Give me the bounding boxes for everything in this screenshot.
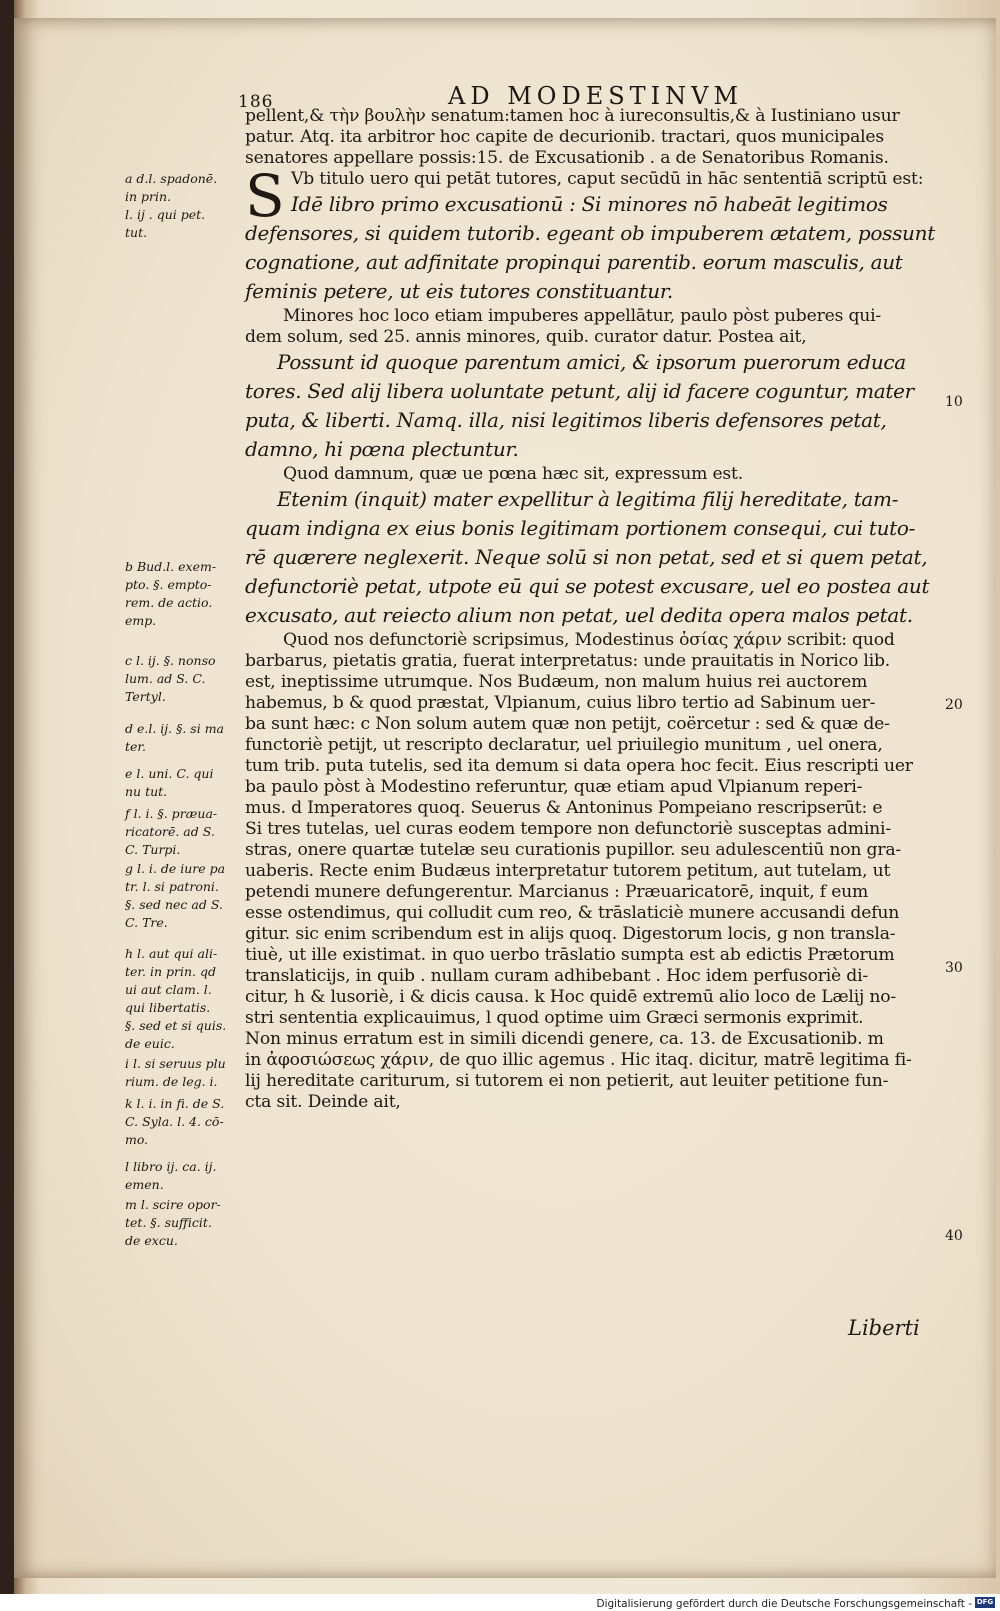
text-line: quam indigna ex eius bonis legitimam portionem consequi, cui tuto- [245, 516, 916, 540]
margin-note-line: §. sed nec ad S. [125, 897, 223, 912]
line-number-30: 30 [945, 960, 963, 976]
text-line: pellent,& τὴν βουλὴν senatum:tamen hoc à iureconsultis,& à Iustiniano usur [245, 106, 900, 126]
text-line: Si tres tutelas, uel curas eodem tempore non defunctoriè susceptas admini- [245, 819, 891, 839]
text-line: esse ostendimus, qui colludit cum reo, & trāslaticiè munere accusandi defun [245, 903, 900, 923]
text-line: stri sententia explicauimus, l quod optime uim Græci sermonis exprimit. [245, 1008, 864, 1028]
page-number: 186 [238, 92, 274, 112]
margin-note-line: i l. si seruus plu [125, 1056, 226, 1071]
text-line: Minores hoc loco etiam impuberes appellātur, paulo pòst puberes qui- [283, 306, 882, 326]
text-line: dem solum, sed 25. annis minores, quib. curator datur. Postea ait, [245, 327, 807, 347]
text-line: lij hereditate cariturum, si tutorem ei non petierit, aut leuiter petitione fun- [245, 1071, 889, 1091]
text-line: uaberis. Recte enim Budæus interpretatur tutorem petitum, aut tutelam, ut [245, 861, 891, 881]
text-line: rē quærere neglexerit. Neque solū si non petat, sed et si quem petat, [245, 545, 928, 569]
margin-note-line: rem. de actio. [125, 595, 213, 610]
margin-note-line: ter. [125, 739, 146, 754]
margin-note [125, 1095, 224, 1149]
margin-note [125, 805, 217, 859]
margin-note-line: tut. [125, 225, 148, 240]
margin-note [125, 170, 217, 242]
text-line: cta sit. Deinde ait, [245, 1092, 401, 1112]
text-line: tum trib. puta tutelis, sed ita demum si data opera hoc fecit. Eius rescripti uer [245, 756, 913, 776]
line-number-10: 10 [945, 394, 963, 410]
catchword: Liberti [848, 1316, 920, 1340]
text-line: Vb titulo uero qui petāt tutores, caput secūdū in hāc sententiā scriptū est: [291, 169, 924, 189]
margin-note-line: a d.l. spadonē. [125, 171, 218, 186]
text-line: Non minus erratum est in simili dicendi genere, ca. 13. de Excusationib. m [245, 1029, 884, 1049]
margin-note-line: ui aut clam. l. [125, 982, 212, 997]
text-line: Etenim (inquit) mater expellitur à legitima filij hereditate, tam- [277, 487, 899, 511]
dfg-logo: DFG [976, 1598, 994, 1606]
margin-note-line: h l. aut qui ali- [125, 946, 218, 961]
text-line: cognatione, aut adfinitate propinqui parentib. eorum masculis, aut [245, 250, 903, 274]
line-number-40: 40 [945, 1228, 963, 1244]
margin-note [125, 765, 213, 801]
footer-credit: Digitalisierung gefördert durch die Deutsche Forschungsgemeinschaft - [596, 1598, 972, 1610]
margin-note-line: emen. [125, 1177, 164, 1192]
text-line: ba paulo pòst à Modestino referuntur, quæ etiam apud Vlpianum reperi- [245, 777, 863, 797]
margin-note-line: Tertyl. [125, 689, 166, 704]
margin-note-line: lum. ad S. C. [125, 671, 206, 686]
margin-note-line: tet. §. sufficit. [125, 1215, 212, 1230]
text-line: habemus, b & quod præstat, Vlpianum, cuius libro tertio ad Sabinum uer- [245, 693, 876, 713]
text-line: citur, h & lusoriè, i & dicis causa. k Hoc quidē extremū alio loco de Lælij no- [245, 987, 897, 1007]
margin-note-line: emp. [125, 613, 157, 628]
text-line: tores. Sed alij libera uoluntate petunt, alij id facere coguntur, mater [245, 379, 914, 403]
running-title: AD MODESTINVM [448, 82, 744, 110]
book-spine-edge [0, 0, 14, 1611]
margin-note-line: l. ij . qui pet. [125, 207, 206, 222]
text-line: defunctoriè petat, utpote eū qui se potest excusare, uel eo postea aut [245, 574, 930, 598]
text-line: ba sunt hæc: c Non solum autem quæ non petijt, coërcetur : sed & quæ de- [245, 714, 890, 734]
line-number-20: 20 [945, 697, 963, 713]
drop-cap: S [245, 162, 285, 230]
margin-note-line: mo. [125, 1132, 149, 1147]
text-line: puta, & liberti. Namq. illa, nisi legitimos liberis defensores petat, [245, 408, 887, 432]
margin-note-line: b Bud.l. exem- [125, 559, 217, 574]
text-line: damno, hi pœna plectuntur. [245, 437, 519, 461]
margin-note-line: qui libertatis. [125, 1000, 211, 1015]
text-line: tiuè, ut ille existimat. in quo uerbo trāslatio sumpta est ab edictis Prætorum [245, 945, 895, 965]
margin-note-line: C. Tre. [125, 915, 168, 930]
text-line: stras, onere quartæ tutelæ seu curationis pupillor. seu adulescentiū non gra- [245, 840, 902, 860]
body-text [245, 106, 935, 1113]
margin-note [125, 558, 216, 630]
text-line: translaticijs, in quib . nullam curam adhibebant . Hoc idem perfusoriè di- [245, 966, 868, 986]
margin-note [125, 1158, 217, 1194]
margin-note-line: k l. i. in fi. de S. [125, 1096, 225, 1111]
text-line: Quod damnum, quæ ue pœna hæc sit, expressum est. [283, 464, 744, 484]
margin-note [125, 860, 225, 932]
text-line: excusato, aut reiecto alium non petat, uel dedita opera malos petat. [245, 603, 913, 627]
text-line: mus. d Imperatores quoq. Seuerus & Antoninus Pompeiano rescripserūt: e [245, 798, 883, 818]
margin-note-line: l libro ij. ca. ij. [125, 1159, 217, 1174]
text-line: gitur. sic enim scribendum est in alijs quoq. Digestorum locis, g non transla- [245, 924, 896, 944]
margin-note [125, 652, 216, 706]
text-line: petendi munere defungerentur. Marcianus : Præuaricatorē, inquit, f eum [245, 882, 869, 902]
margin-note [125, 945, 226, 1053]
margin-note-line: de euic. [125, 1036, 175, 1051]
text-line: feminis petere, ut eis tutores constituantur. [245, 279, 673, 303]
text-line: senatores appellare possis:15. de Excusationib . a de Senatoribus Romanis. [245, 148, 889, 168]
margin-note-line: in prin. [125, 189, 172, 204]
margin-note-line: pto. §. empto- [125, 577, 212, 592]
margin-note [125, 1196, 221, 1250]
margin-note-line: ricatorē. ad S. [125, 824, 215, 839]
margin-note-line: de excu. [125, 1233, 178, 1248]
text-line: est, ineptissime utrumque. Nos Budæum, non malum huius rei auctorem [245, 672, 868, 692]
margin-note-line: d e.l. ij. §. si ma [125, 721, 224, 736]
margin-note-line: c l. ij. §. nonso [125, 653, 216, 668]
margin-note-line: tr. l. si patroni. [125, 879, 219, 894]
margin-note-line: ter. in prin. qd [125, 964, 216, 979]
margin-note-line: g l. i. de iure pa [125, 861, 226, 876]
margin-note-line: f l. i. §. præua- [125, 806, 218, 821]
margin-note [125, 720, 224, 756]
text-line: Quod nos defunctoriè scripsimus, Modestinus ὁσίας χάριν scribit: quod [283, 630, 895, 650]
margin-note-line: rium. de leg. i. [125, 1074, 218, 1089]
margin-note-line: m l. scire opor- [125, 1197, 221, 1212]
margin-note-line: C. Turpi. [125, 842, 181, 857]
margin-note-line: nu tut. [125, 784, 168, 799]
text-line: barbarus, pietatis gratia, fuerat interpretatus: unde prauitatis in Norico lib. [245, 651, 891, 671]
margin-note [125, 1055, 226, 1091]
text-line: patur. Atq. ita arbitror hoc capite de decurionib. tractari, quos municipales [245, 127, 885, 147]
margin-note-line: e l. uni. C. qui [125, 766, 214, 781]
text-line: Possunt id quoque parentum amici, & ipsorum puerorum educa [277, 350, 906, 374]
margin-note-line: §. sed et si quis. [125, 1018, 227, 1033]
text-line: Idē libro primo excusationū : Si minores nō habeāt legitimos [291, 192, 888, 216]
text-line: defensores, si quidem tutorib. egeant ob impuberem ætatem, possunt [245, 221, 935, 245]
margin-note-line: C. Syla. l. 4. cō- [125, 1114, 224, 1129]
text-line: in ἀφοσιώσεως χάριν, de quo illic agemus . Hic itaq. dicitur, matrē legitima fi- [245, 1050, 912, 1070]
text-line: functoriè petijt, ut rescripto declaratur, uel priuilegio munitum , uel onera, [245, 735, 883, 755]
